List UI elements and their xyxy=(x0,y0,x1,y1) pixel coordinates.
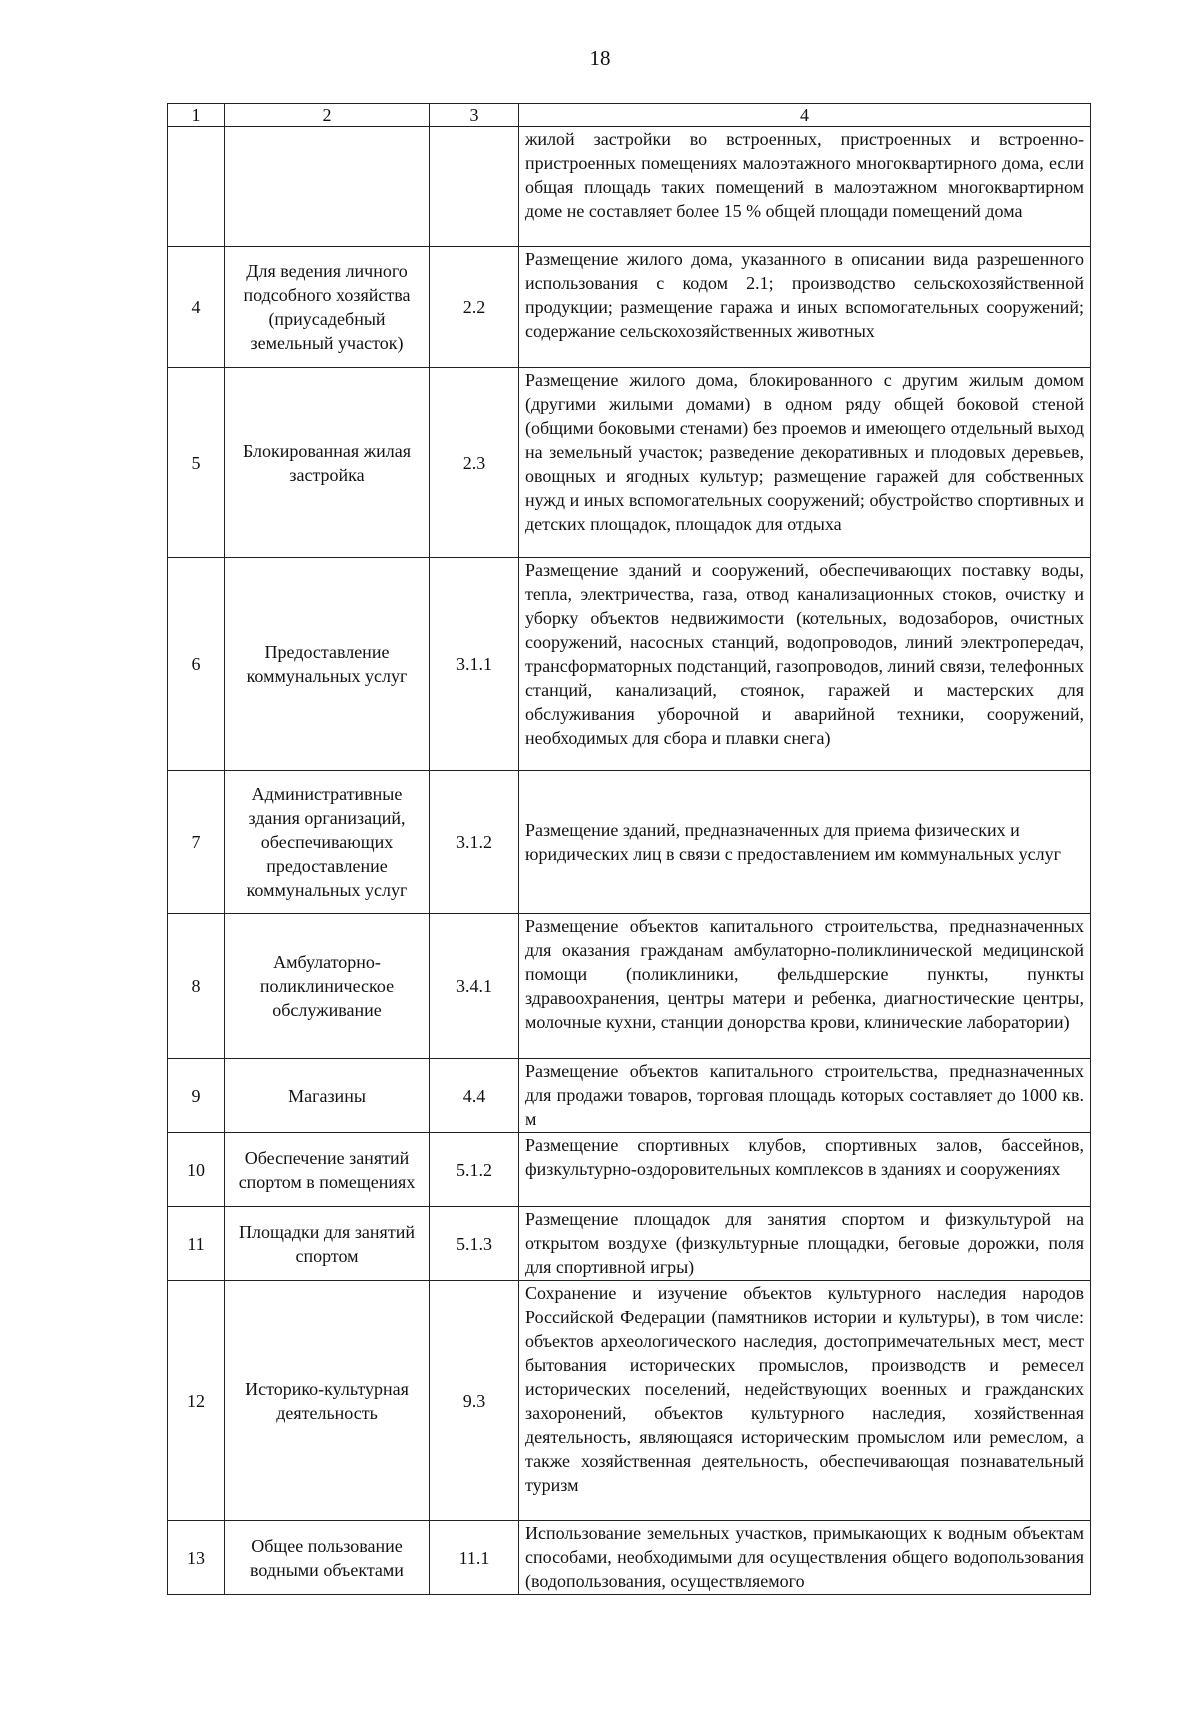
header-col-4: 4 xyxy=(519,104,1091,127)
land-use-table xyxy=(167,103,1091,1595)
use-type-name: Предоставление коммунальных услуг xyxy=(225,558,430,771)
table-row xyxy=(168,558,1091,771)
table-row xyxy=(168,914,1091,1059)
row-number: 4 xyxy=(168,247,225,368)
use-type-description: Сохранение и изучение объектов культурного наследия народов Российской Федерации (памятников истории и культуры), в том числе: объектов археологического наследия, достопримечательных мест, мест бытования исторических промыслов, производств и ремесел исторических поселений, недействующих военных и гражданских захоронений, объектов культурного наследия, хозяйственная деятельность, являющаяся историческим промыслом или ремеслом, а также хозяйственная деятельность, обеспечивающая познавательный туризм xyxy=(519,1281,1091,1521)
use-type-code xyxy=(430,127,519,247)
header-col-1: 1 xyxy=(168,104,225,127)
table-header-row xyxy=(168,104,1091,127)
table-row xyxy=(168,247,1091,368)
row-number: 12 xyxy=(168,1281,225,1521)
row-number xyxy=(168,127,225,247)
use-type-description: Размещение площадок для занятия спортом и физкультурой на открытом воздухе (физкультурные площадки, беговые дорожки, поля для спортивной игры) xyxy=(519,1207,1091,1281)
header-col-3: 3 xyxy=(430,104,519,127)
row-number: 10 xyxy=(168,1133,225,1207)
table-row xyxy=(168,368,1091,558)
use-type-description: Размещение зданий и сооружений, обеспечивающих поставку воды, тепла, электричества, газа, отвод канализационных стоков, очистку и уборку объектов недвижимости (котельных, водозаборов, очистных сооружений, насосных станций, водопроводов, линий электропередач, трансформаторных подстанций, газопроводов, линий связи, телефонных станций, канализаций, стоянок, гаражей и мастерских для обслуживания уборочной и аварийной техники, сооружений, необходимых для сбора и плавки снега) xyxy=(519,558,1091,771)
use-type-code: 2.3 xyxy=(430,368,519,558)
use-type-description: Размещение зданий, предназначенных для приема физических и юридических лиц в связи с предоставлением им коммунальных услуг xyxy=(519,771,1091,914)
use-type-description: Использование земельных участков, примыкающих к водным объектам способами, необходимыми для осуществления общего водопользования (водопользования, осуществляемого xyxy=(519,1521,1091,1595)
table-row xyxy=(168,1207,1091,1281)
use-type-description: Размещение спортивных клубов, спортивных залов, бассейнов, физкультурно-оздоровительных комплексов в зданиях и сооружениях xyxy=(519,1133,1091,1207)
use-type-name xyxy=(225,127,430,247)
use-type-description: Размещение объектов капитального строительства, предназначенных для оказания гражданам амбулаторно-поликлинической медицинской помощи (поликлиники, фельдшерские пункты, пункты здравоохранения, центры матери и ребенка, диагностические центры, молочные кухни, станции донорства крови, клинические лаборатории) xyxy=(519,914,1091,1059)
use-type-name: Общее пользование водными объектами xyxy=(225,1521,430,1595)
use-type-code: 4.4 xyxy=(430,1059,519,1133)
row-number: 5 xyxy=(168,368,225,558)
row-number: 13 xyxy=(168,1521,225,1595)
table-row xyxy=(168,1521,1091,1595)
table-row xyxy=(168,1133,1091,1207)
use-type-code: 3.4.1 xyxy=(430,914,519,1059)
use-type-name: Для ведения личного подсобного хозяйства (приусадебный земельный участок) xyxy=(225,247,430,368)
use-type-code: 3.1.2 xyxy=(430,771,519,914)
row-number: 9 xyxy=(168,1059,225,1133)
use-type-description: Размещение жилого дома, указанного в описании вида разрешенного использования с кодом 2.1; производство сельскохозяйственной продукции; размещение гаража и иных вспомогательных сооружений; содержание сельскохозяйственных животных xyxy=(519,247,1091,368)
row-number: 11 xyxy=(168,1207,225,1281)
use-type-name: Административные здания организаций, обеспечивающих предоставление коммунальных услуг xyxy=(225,771,430,914)
row-number: 8 xyxy=(168,914,225,1059)
use-type-name: Амбулаторно-поликлиническое обслуживание xyxy=(225,914,430,1059)
table-row xyxy=(168,127,1091,247)
use-type-name: Магазины xyxy=(225,1059,430,1133)
use-type-code: 2.2 xyxy=(430,247,519,368)
use-type-name: Площадки для занятий спортом xyxy=(225,1207,430,1281)
use-type-code: 3.1.1 xyxy=(430,558,519,771)
use-type-description: Размещение объектов капитального строительства, предназначенных для продажи товаров, торговая площадь которых составляет до 1000 кв. м xyxy=(519,1059,1091,1133)
table-row xyxy=(168,1281,1091,1521)
page-number: 18 xyxy=(589,46,611,70)
use-type-name: Блокированная жилая застройка xyxy=(225,368,430,558)
use-type-name: Историко-культурная деятельность xyxy=(225,1281,430,1521)
use-type-code: 11.1 xyxy=(430,1521,519,1595)
table-row xyxy=(168,771,1091,914)
use-type-code: 9.3 xyxy=(430,1281,519,1521)
row-number: 6 xyxy=(168,558,225,771)
use-type-description: Размещение жилого дома, блокированного с другим жилым домом (другими жилыми домами) в одном ряду общей боковой стеной (общими боковыми стенами) без проемов и имеющего отдельный выход на земельный участок; разведение декоративных и плодовых деревьев, овощных и ягодных культур; размещение гаражей для собственных нужд и иных вспомогательных сооружений; обустройство спортивных и детских площадок, площадок для отдыха xyxy=(519,368,1091,558)
use-type-code: 5.1.2 xyxy=(430,1133,519,1207)
use-type-description: жилой застройки во встроенных, пристроенных и встроенно-пристроенных помещениях малоэтажного многоквартирного дома, если общая площадь таких помещений в малоэтажном многоквартирном доме не составляет более 15 % общей площади помещений дома xyxy=(519,127,1091,247)
table-row xyxy=(168,1059,1091,1133)
use-type-code: 5.1.3 xyxy=(430,1207,519,1281)
use-type-name: Обеспечение занятий спортом в помещениях xyxy=(225,1133,430,1207)
row-number: 7 xyxy=(168,771,225,914)
header-col-2: 2 xyxy=(225,104,430,127)
